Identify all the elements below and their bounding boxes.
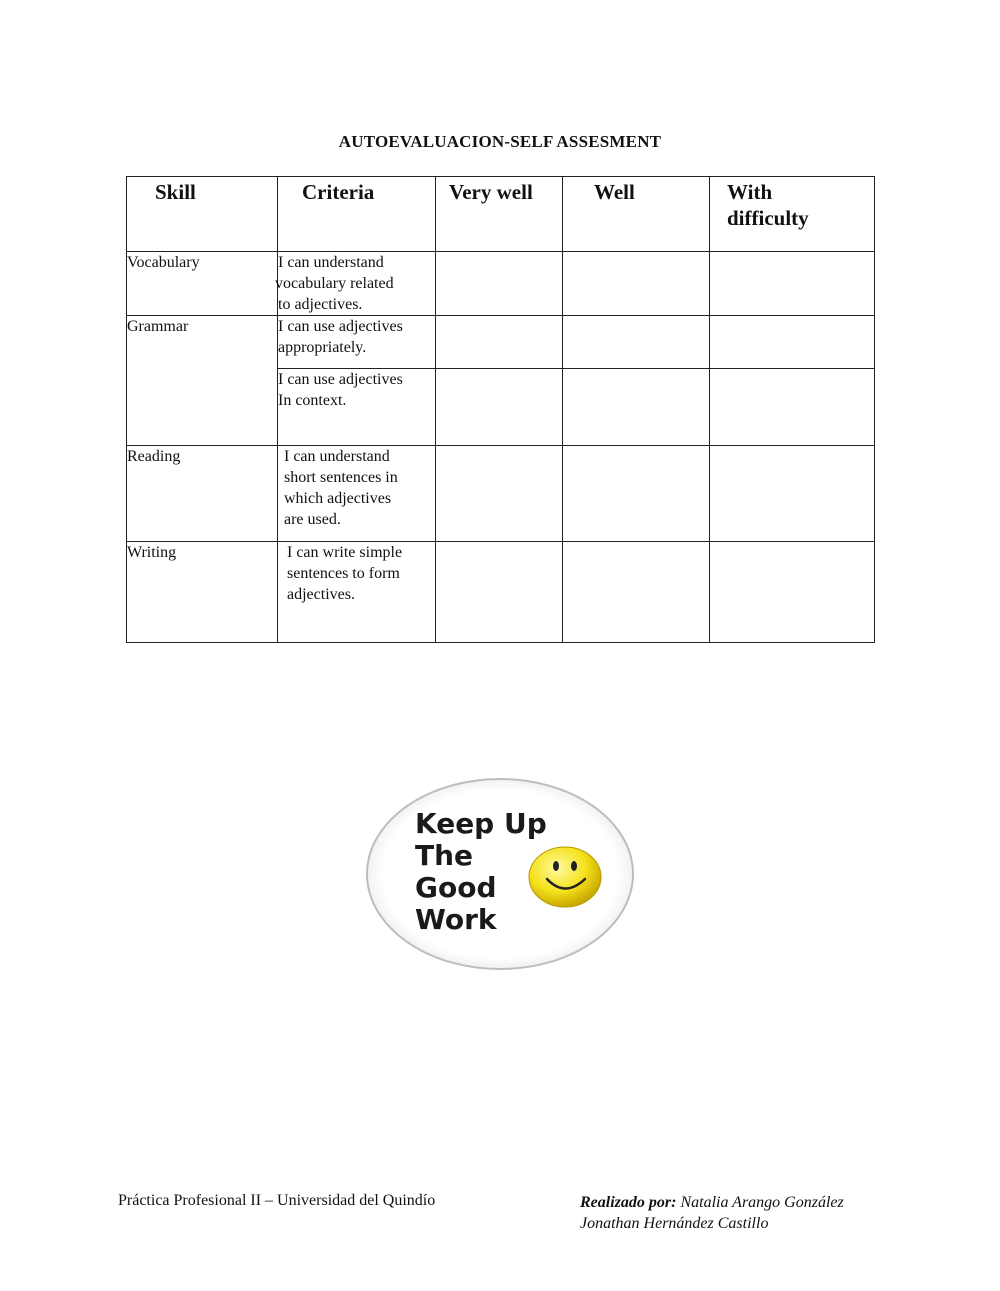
well-cell[interactable] [563,369,710,446]
criteria-cell: I can understand vocabulary related to adjectives. [278,252,436,316]
well-cell[interactable] [563,252,710,316]
criteria-cell: I can use adjectives In context. [278,369,436,446]
header-row [127,177,875,252]
criteria-cell: I can write simple sentences to form adjectives. [278,542,436,643]
badge-line-3: Good [415,871,497,904]
well-cell[interactable] [563,542,710,643]
very-well-cell[interactable] [436,252,563,316]
footer-authors [580,1192,844,1234]
very-well-cell[interactable] [436,316,563,369]
header-with-difficulty: With difficulty [710,177,875,252]
badge-line-2: The [415,839,474,872]
document-title: AUTOEVALUACION-SELF ASSESMENT [338,132,662,151]
criteria-cell: I can use adjectives appropriately. [278,316,436,369]
author-1: Natalia Arango González [676,1194,844,1211]
keep-up-the-good-work-badge [365,776,635,974]
well-cell[interactable] [563,316,710,369]
with-difficulty-cell[interactable] [710,369,875,446]
with-difficulty-cell[interactable] [710,542,875,643]
table-row [127,542,875,643]
skill-cell: Reading [127,446,278,542]
table-row [127,252,875,316]
table-row [127,446,875,542]
header-skill: Skill [127,177,278,252]
very-well-cell[interactable] [436,446,563,542]
footer-course: Práctica Profesional II – Universidad del Quindío [118,1192,436,1209]
skill-cell: Vocabulary [127,252,278,316]
header-criteria: Criteria [278,177,436,252]
badge-line-1: Keep Up [415,807,547,840]
well-cell[interactable] [563,446,710,542]
skill-cell: Writing [127,542,278,643]
header-very-well: Very well [436,177,563,252]
very-well-cell[interactable] [436,369,563,446]
with-difficulty-cell[interactable] [710,316,875,369]
author-2: Jonathan Hernández Castillo [580,1215,769,1232]
with-difficulty-cell[interactable] [710,446,875,542]
badge-line-4: Work [415,903,497,936]
smiley-icon [529,847,601,907]
very-well-cell[interactable] [436,542,563,643]
table-row [127,316,875,369]
self-assessment-table [126,176,875,643]
skill-cell: Grammar [127,316,278,446]
authors-label: Realizado por: [580,1194,677,1211]
header-well: Well [563,177,710,252]
with-difficulty-cell[interactable] [710,252,875,316]
criteria-cell: I can understand short sentences in which adjectives are used. [278,446,436,542]
